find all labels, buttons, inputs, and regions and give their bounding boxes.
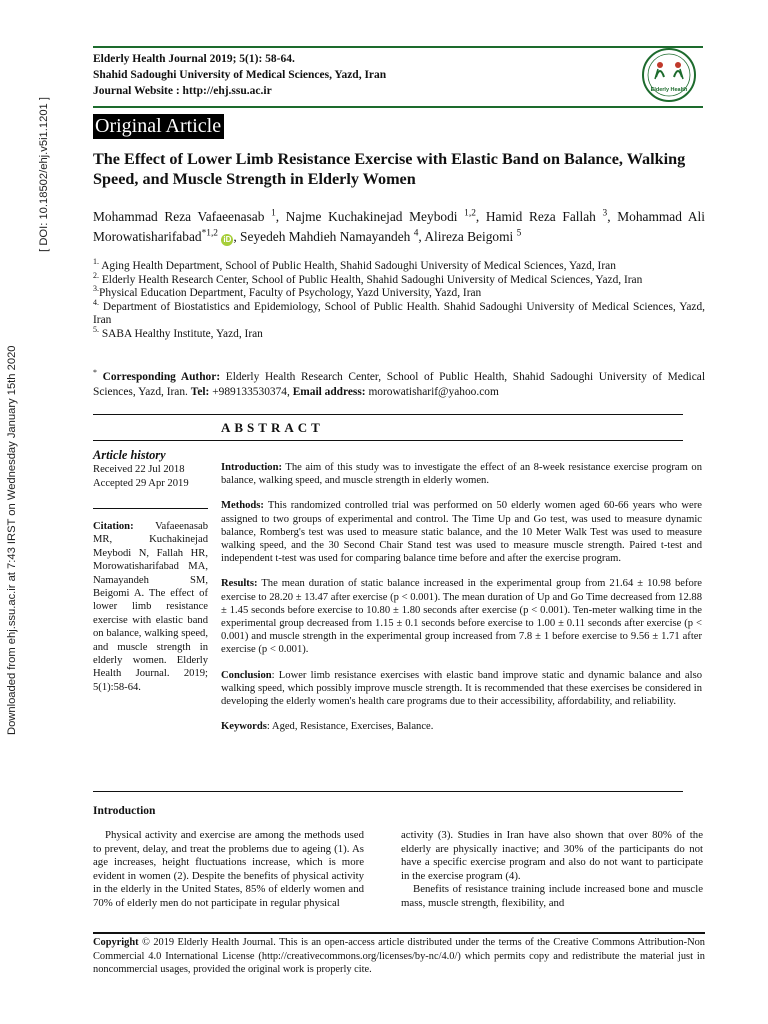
body-column-left: Physical activity and exercise are among the methods used to prevent, delay, and treat the problems due to ageing (1). As age increases, height fluctuations increase, which is more evident in women (2). Despite the benefits of physical activity in the elderly in the United States, 85% of elderly women and 70% of elderly men do not participate in regular physical <box>93 829 364 909</box>
author: Mohammad Ali Morowatisharifabad <box>93 209 705 244</box>
divider <box>93 508 208 509</box>
citation: Citation: Vafaeenasab MR, Kuchakinejad Meybodi N, Fallah HR, Morowatisharifabad MA, Namayandeh SM, Beigomi A. The effect of lower limb resistance exercise with elastic band on balance, walking speed, and muscle strength in elderly women. Elderly Health Journal. 2019; 5(1):58-64. <box>93 521 208 693</box>
abstract-conclusion: Conclusion: Lower limb resistance exercises with elastic band improve static and dynamic balance and also walking speed, which possibly improve muscle strength. It is recommended that these exercises be considered in developing the elderly women's health care programs due to their accessibility, affordability, and reliability. <box>221 669 702 708</box>
abstract-body <box>221 461 702 745</box>
abstract-methods: Methods: This randomized controlled trial was performed on 50 elderly women aged 60-66 years who were assigned to two groups of experimental and control. The Time Up and Go test, was used to measure dynamic balance, Romberg's test was used to measure static balance, and the 10 Meter Walk Test was used to measure walking speed, and the 30 Second Chair Stand test was used to measure muscle strength. Paired t-test and independent t-test was used for comparing balance time before and after the exercise program. <box>221 500 702 565</box>
author-sup: 5 <box>516 228 522 239</box>
journal-website[interactable]: Journal Website : http://ehj.ssu.ac.ir <box>93 85 272 97</box>
author: Mohammad Reza Vafaeenasab <box>93 209 265 224</box>
abstract-heading: ABSTRACT <box>221 420 324 435</box>
body-column-right: activity (3). Studies in Iran have also shown that over 80% of the elderly are physically inactive; and 30% of the participants do not have a specific exercise program and also do not want to participate in the exercise program (4). Benefits of resistance training include increased bone and muscle mass, muscle strength, flexibility, and <box>401 829 703 909</box>
divider <box>93 414 683 415</box>
affiliation: $^{3.}$Physical Education Department, Faculty of Psychology, Yazd University, Yazd, Iran <box>93 284 482 299</box>
affiliations <box>93 257 705 341</box>
author: Najme Kuchakinejad Meybodi <box>285 209 458 224</box>
copyright-notice: Copyright © 2019 Elderly Health Journal. This is an open-access article distributed under the terms of the Creative Commons Attribution-Non Commercial 4.0 International License (http://creativecommons.org/licenses/by-nc/4.0/) which permits copy and redistribute the material just in noncommercial usages, provided the original work is properly cite. <box>93 937 705 975</box>
divider <box>93 791 683 792</box>
author-sup: 1 <box>271 208 276 219</box>
affiliation: $^{1.}$ Aging Health Department, School of Public Health, Shahid Sadoughi University of Medical Sciences, Yazd, Iran <box>93 257 616 272</box>
journal-citation: Elderly Health Journal 2019; 5(1): 58-64. <box>93 53 295 65</box>
author-sup: 3 <box>602 208 608 219</box>
journal-university: Shahid Sadoughi University of Medical Sciences, Yazd, Iran <box>93 69 387 81</box>
abstract-keywords: Keywords: Aged, Resistance, Exercises, Balance. <box>221 721 434 733</box>
author-sup: 1,2 <box>464 208 476 219</box>
author: Hamid Reza Fallah <box>485 209 596 224</box>
article-history <box>93 448 208 491</box>
history-heading: Article history <box>93 448 166 462</box>
journal-header <box>93 46 703 108</box>
download-stamp: Downloaded from ehj.ssu.ac.ir at 7:43 IRST on Wednesday January 15th 2020 <box>6 345 18 735</box>
divider <box>93 440 683 441</box>
abstract-results: Results: The mean duration of static balance increased in the experimental group from 21.64 ± 10.98 before exercise to 28.20 ± 13.47 after exercise (p < 0.001). The mean duration of Up and Go Time decreased from 12.88 ± 1.45 seconds before exercise to 10.80 ± 1.80 seconds after exercise (p < 0.001). Ten-meter walking time in the experimental group decreased from 1.15 ± 0.1 seconds before exercise to 1.00 ± 0.11 seconds after exercise (p < 0.001) and muscle strength in the experimental group increased from 7.8 ± 1 before exercise to 9.56 ± 1.71 after exercise (p < 0.001). <box>221 578 702 656</box>
author: Alireza Beigomi <box>424 228 514 244</box>
author-sup: *1,2 <box>201 228 218 239</box>
corresponding-author: * Corresponding Author: Elderly Health Research Center, School of Public Health, Shahid Sadoughi University of Medical Sciences, Yazd, Iran. Tel: +989133530374, Email address: morowatisharif@yahoo.com <box>93 368 705 398</box>
affiliation: $^{2.}$ Elderly Health Research Center, School of Public Health, Shahid Sadoughi University of Medical Sciences, Yazd, Iran <box>93 270 643 286</box>
article-type: Original Article <box>93 114 224 139</box>
author-sup: 4 <box>413 228 419 239</box>
orcid-icon[interactable]: iD <box>223 234 232 244</box>
affiliation: $^{4.}$ Department of Biostatistics and Epidemiology, School of Public Health. Shahid Sadoughi University of Medical Sciences, Yazd, Iran <box>93 297 705 326</box>
doi-stamp: [ DOI: 10.18502/ehj.v5i1.1201 ] <box>38 97 50 252</box>
author-list: Mohammad Reza Vafaeenasab $^1$, Najme Kuchakinejad Meybodi $^{1,2}$, Hamid Reza Fallah $^3$, Mohammad Ali Morowatisharifabad$^{*1,2}$ iD , Seyedeh Mahdieh Namayandeh $^4$, Alireza Beigomi $^5$ <box>93 208 705 244</box>
section-heading: Introduction <box>93 805 156 817</box>
email-link[interactable]: morowatisharif@yahoo.com <box>368 386 499 398</box>
author: Seyedeh Mahdieh Namayandeh <box>240 228 411 244</box>
article-title: The Effect of Lower Limb Resistance Exercise with Elastic Band on Balance, Walking Speed, and Muscle Strength in Elderly Women <box>93 150 686 188</box>
affiliation: $^{5.}$ SABA Healthy Institute, Yazd, Iran <box>93 324 263 340</box>
abstract-introduction: Introduction: The aim of this study was to investigate the effect of an 8-week resistance exercise program on balance, walking speed, and muscle strength in elderly women. <box>221 462 702 487</box>
accepted-date: Accepted 29 Apr 2019 <box>93 478 189 489</box>
journal-logo <box>636 47 702 103</box>
received-date: Received 22 Jul 2018 <box>93 464 185 475</box>
logo-text: Elderly Health <box>650 87 688 93</box>
divider <box>93 932 705 934</box>
